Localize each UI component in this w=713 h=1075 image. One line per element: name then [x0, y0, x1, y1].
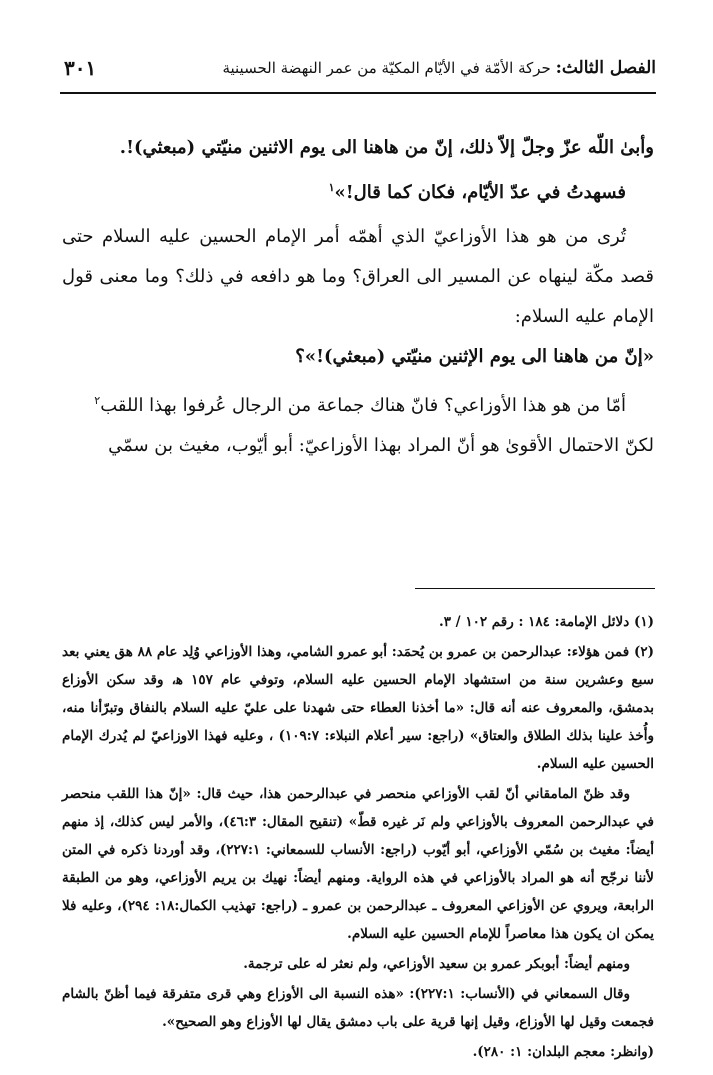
footnote-separator	[415, 588, 655, 589]
main-text	[62, 128, 654, 466]
footnote-ref-1: ١	[328, 181, 335, 194]
footnote-2: (٢) فمن هؤلاء: عبدالرحمن بن عمرو بن يُحمَد: أبو عمرو الشامي، وهذا الأوزاعي وُلِد عام ٨٨ هق يعني بعد سبع وعشرين سنة من استشهاد الإمام الحسين عليه السلام، وتوفي عام ١٥٧ ه‍، وقد سكن الأوزاع بدمشق، والمعروف عنه أنه قال: «ما أخذنا العطاء حتى شهدنا على عليّ عليه السلام بالنفاق وتبرّأنا منه، وأُخذ علينا بذلك الطلاق والعتاق» (راجع: سير أعلام النبلاء: ١٠٩:٧) ، وعليه فهذا الاوزاعيّ لم يُدرك الإمام الحسين عليه السلام.	[62, 644, 654, 772]
paragraph-2	[62, 168, 654, 213]
paragraph-3: تُرى من هو هذا الأوزاعيّ الذي أهمّه أمر الإمام الحسين عليه السلام حتى قصد مكّة لينهاه عن المسير الى العراق؟ وما هو دافعه في ذلك؟ وما معنى قول الإمام عليه السلام:	[62, 226, 654, 327]
paragraph-4: «إنّ من هاهنا الى يوم الإثنين منيّتي (مبعثي)!»؟	[295, 346, 654, 367]
footnote-5: وقال السمعاني في (الأنساب: ٢٢٧:١): «هذه النسبة الى الأوزاع وهي قرى متفرقة فيما أظنّ بالشام فجمعت وقيل لها الأوزاع، وقيل إنها قرية على باب دمشق يقال لها الأوزاع وهو الصحيح».	[62, 986, 654, 1030]
footnote-6: (وانظر: معجم البلدان: ١: ٢٨٠).	[472, 1044, 654, 1060]
running-title	[222, 58, 656, 78]
footnotes	[62, 608, 654, 1068]
chapter-label: الفصل الثالث:	[555, 58, 656, 78]
page-header	[60, 52, 656, 94]
paragraph-1: وأبىٰ اللّه عزّ وجلّ إلاّ ذلك، إنّ من هاهنا الى يوم الاثنين منيّتي (مبعثي)!.	[119, 137, 654, 158]
chapter-subtitle: حركة الأمّة في الأيّام المكيّة من عمر النهضة الحسينية	[222, 59, 556, 77]
footnote-ref-2: ٢	[94, 394, 101, 407]
page-number: ٣٠١	[64, 56, 97, 80]
paragraph-2-text: فسهدتُ في عدّ الأيّام، فكان كما قال!»	[334, 182, 626, 203]
paragraph-5	[62, 381, 654, 426]
footnote-3: وقد ظنّ المامقاني أنّ لقب الأوزاعي منحصر في عبدالرحمن هذا، حيث قال: «إنّ هذا اللقب منحصر في عبدالرحمن المعروف بالأوزاعي ولم نَر غيره قطّ» (تنقيح المقال: ٤٦:٣)، والأمر ليس كذلك، إذ منهم أيضاً: مغيث بن سُمّي الأوزاعي، أبو أيّوب (راجع: الأنساب للسمعاني: ٢٢٧:١)، وقد أوردنا ذكره في المتن لأننا نرجّح أنه هو المراد بالأوزاعي في هذه الرواية. ومنهم أيضاً: نهيك بن يريم الأوزاعي، وهو من الطبقة الرابعة، ويروي عن الأوزاعي المعروف ـ عبدالرحمن بن عمرو ـ (راجع: تهذيب الكمال:١٨: ٢٩٤)، وعليه فلا يمكن ان يكون هذا معاصراً للإمام الحسين عليه السلام.	[62, 786, 654, 942]
paragraph-6: لكنّ الاحتمال الأقوىٰ هو أنّ المراد بهذا الأوزاعيّ: أبو أيّوب، مغيث بن سمّي	[108, 435, 654, 456]
footnote-4: ومنهم أيضاً: أبوبكر عمرو بن سعيد الأوزاعي، ولم نعثر له على ترجمة.	[243, 956, 630, 972]
footnote-1: (١) دلائل الإمامة: ١٨٤ : رقم ١٠٢ / ٣.	[439, 614, 654, 630]
paragraph-5-text: أمّا من هو هذا الأوزاعي؟ فانّ هناك جماعة من الرجال عُرفوا بهذا اللقب	[100, 395, 626, 416]
